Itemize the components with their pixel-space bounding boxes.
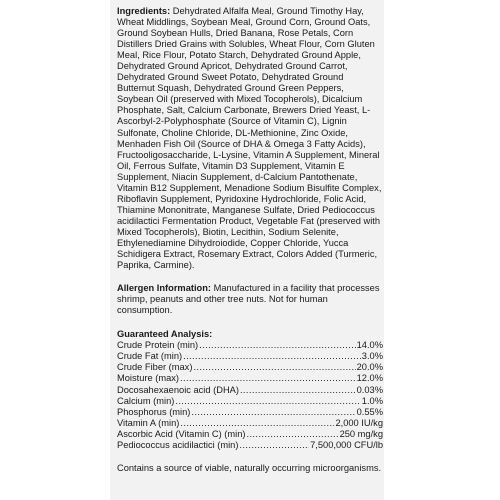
analysis-row-name: Crude Fat (min) (117, 351, 183, 362)
analysis-row (117, 385, 383, 396)
analysis-row-name: Pediococcus acidilactici (min) (117, 439, 239, 450)
analysis-row-name: Calcium (min) (117, 395, 175, 406)
analysis-row-name: Phosphorus (min) (117, 406, 191, 417)
product-label-text (117, 6, 383, 474)
allergen-text: Manufactured in a facility that processes shrimp, peanuts and other tree nuts. Not for human consumption. (117, 283, 380, 316)
analysis-row-value: 7,500,000 CFU/lb (310, 439, 383, 450)
analysis-row (117, 440, 383, 451)
analysis-row-value: 2,000 IU/kg (335, 417, 383, 428)
dot-leader (180, 373, 356, 384)
analysis-row-name: Docosahexaenoic acid (DHA) (117, 384, 239, 395)
ingredients-text: Dehydrated Alfalfa Meal, Ground Timothy Hay, Wheat Middlings, Soybean Meal, Ground Corn, Ground Oats, Ground Soybean Hulls, Dried Banana, Rose Petals, Corn Distillers Dried Grains with Solubles, Wheat Flour, Corn Gluten Meal, Rice Flour, Potato Starch, Dehydrated Ground Apple, Dehydrated Ground Apricot, Dehydrated Ground Carrot, Dehydrated Ground Sweet Potato, Dehydrated Ground Butternut Squash, Dehydrated Ground Green Peppers, Soybean Oil (preserved with Mixed Tocopherols), Dicalcium Phosphate, Salt, Calcium Carbonate, Brewers Dried Yeast, L-Ascorbyl-2-Polyphosphate (Source of Vitamin C), Lignin Sulfonate, Choline Chloride, DL-Methionine, Zinc Oxide, Menhaden Fish Oil (Source of DHA & Omega 3 Fatty Acids), Fructooligosaccharide, L-Lysine, Vitamin A Supplement, Mineral Oil, Ferrous Sulfate, Vitamin D3 Supplement, Vitamin E Supplement, Niacin Supplement, d-Calcium Pantothenate, Vitamin B12 Supplement, Menadione Sodium Bisulfite Complex, Riboflavin Supplement, Pyridoxine Hydrochloride, Folic Acid, Thiamine Mononitrate, Manganese Sulfate, Dried Pediococcus acidilactici Fermentation Product, Vegetable Fat (preserved with Mixed Tocopherols), Biotin, Lecithin, Sodium Selenite, Ethylenediamine Dihydroiodide, Copper Chloride, Yucca Schidigera Extract, Rosemary Extract, Colors Added (Turmeric, Paprika, Carmine). (117, 6, 382, 271)
analysis-row-name: Ascorbic Acid (Vitamin C) (min) (117, 428, 246, 439)
analysis-row-value: 20.0% (356, 362, 383, 373)
guaranteed-analysis (117, 329, 383, 451)
dot-leader (191, 407, 355, 418)
dot-leader (180, 418, 334, 429)
dot-leader (246, 429, 338, 440)
analysis-row (117, 340, 383, 351)
analysis-row (117, 429, 383, 440)
analysis-row (117, 396, 383, 407)
analysis-row-value: 12.0% (356, 373, 383, 384)
dot-leader (239, 440, 309, 451)
analysis-row-name: Crude Protein (min) (117, 340, 199, 351)
ingredients-label: Ingredients: (117, 6, 171, 16)
dot-leader (193, 362, 355, 373)
analysis-row-name: Vitamin A (min) (117, 417, 180, 428)
analysis-row-value: 1.0% (361, 395, 383, 406)
analysis-row-value: 250 mg/kg (339, 428, 383, 439)
dot-leader (175, 396, 360, 407)
analysis-row (117, 407, 383, 418)
dot-leader (240, 385, 356, 396)
analysis-row (117, 418, 383, 429)
analysis-row-value: 0.55% (356, 406, 383, 417)
allergen-paragraph (117, 283, 383, 316)
dot-leader (199, 340, 356, 351)
dot-leader (183, 351, 361, 362)
footnote: Contains a source of viable, naturally occurring microorganisms. (117, 462, 382, 473)
allergen-label: Allergen Information: (117, 283, 212, 294)
analysis-heading: Guaranteed Analysis: (117, 329, 213, 340)
analysis-row-value: 14.0% (356, 340, 383, 351)
analysis-row (117, 373, 383, 384)
analysis-row-value: 0.03% (356, 384, 383, 395)
analysis-row (117, 351, 383, 362)
analysis-table (117, 340, 383, 450)
analysis-row (117, 362, 383, 373)
ingredients-paragraph (117, 6, 383, 271)
analysis-row-name: Moisture (max) (117, 373, 179, 384)
analysis-row-name: Crude Fiber (max) (117, 362, 193, 373)
analysis-row-value: 3.0% (361, 351, 383, 362)
